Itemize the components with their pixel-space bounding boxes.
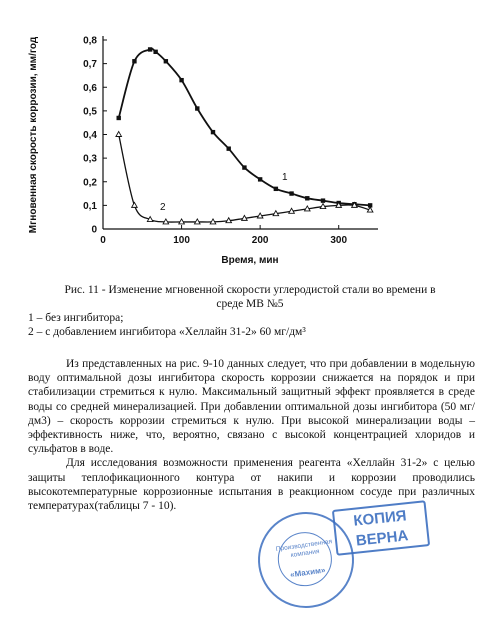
caption-line-2: среде МВ №5 <box>216 298 284 310</box>
x-axis-title: Время, мин <box>221 255 279 266</box>
series-label-2: 2 <box>160 202 166 213</box>
series-1-line <box>119 49 370 205</box>
legend-item-2: 2 – с добавлением ингибитора «Хеллайн 31-2» 60 мг/дм³ <box>28 326 306 338</box>
y-tick-label: 0,4 <box>83 130 97 141</box>
y-tick-label: 0,3 <box>83 153 97 165</box>
x-tick-label: 100 <box>173 235 190 246</box>
series-1-point <box>227 146 231 150</box>
series-1-point <box>132 59 136 63</box>
series-1-point <box>321 198 325 202</box>
y-tick-label: 0,5 <box>83 106 97 118</box>
caption-line-1: Рис. 11 - Изменение мгновенной скорости углеродистой стали во времени в <box>64 284 436 296</box>
series-1-point <box>242 165 246 169</box>
seal-company-name: «Махим» <box>289 565 326 580</box>
y-tick-label: 0,8 <box>83 35 97 47</box>
series-1-point <box>289 191 293 195</box>
x-tick-label: 300 <box>330 235 348 246</box>
series-1-point <box>117 116 121 120</box>
series-1-point <box>274 187 278 191</box>
y-tick-label: 0,1 <box>83 200 97 212</box>
copy-stamp-line-1: КОПИЯ <box>352 507 408 530</box>
series-1-point <box>258 177 262 181</box>
series-2-line <box>119 135 370 223</box>
series-1-point <box>195 106 199 110</box>
series-1-point <box>211 130 215 134</box>
body-text <box>28 357 475 513</box>
y-tick-label: 0,2 <box>83 177 97 189</box>
series-2-point <box>116 132 122 137</box>
y-tick-label: 0,7 <box>83 59 97 71</box>
x-axis-ticks <box>100 225 347 246</box>
seal-text: Производственная компания <box>275 538 333 560</box>
y-tick-label: 0,6 <box>83 82 97 94</box>
series-1-point <box>179 78 183 82</box>
figure-legend <box>28 311 478 339</box>
series-2-point <box>132 202 138 207</box>
x-tick-label: 0 <box>100 235 106 246</box>
series-label-1: 1 <box>282 172 288 183</box>
series-1-point <box>148 47 152 51</box>
legend-item-1: 1 – без ингибитора; <box>28 312 124 324</box>
paragraph-2: Для исследования возможности применения реагента «Хеллайн 31-2» с целью защиты теплофикационного контура от накипи и коррозии проводились высокотемпературные коррозионные испытания в реакционном сосуде при различных температурах(таблицы 7 - 10). <box>28 457 475 513</box>
paragraph-1: Из представленных на рис. 9-10 данных следует, что при добавлении в модельную воду оптимальной дозы ингибитора скорость коррозии снижается на порядок и при стабилизации стремиться к нулю. Максимальный защитный эффект проявляется в среде воды со средней минерализацией. При добавлении оптимальной дозы ингибитора (50 мг/дм3) – скорость коррозии стремиться к нулю. При высокой минерализации воды – эффективность ниже, что, вероятно, связано с высокой концентрацией хлоридов и сульфатов в воде. <box>28 358 475 456</box>
figure-caption <box>40 283 460 311</box>
x-tick-label: 200 <box>251 235 269 246</box>
corrosion-rate-chart <box>0 0 500 275</box>
y-tick-label: 0 <box>91 224 97 236</box>
chart-axes <box>103 36 378 229</box>
y-axis-title: Мгновенная скорость коррозии, мм/год <box>28 36 39 234</box>
series-1-point <box>164 59 168 63</box>
series-1-point <box>153 50 157 54</box>
series-1-point <box>305 196 309 200</box>
copy-stamp-line-2: ВЕРНА <box>355 527 410 550</box>
copy-verified-stamp <box>332 500 430 556</box>
chart-series <box>116 47 373 224</box>
